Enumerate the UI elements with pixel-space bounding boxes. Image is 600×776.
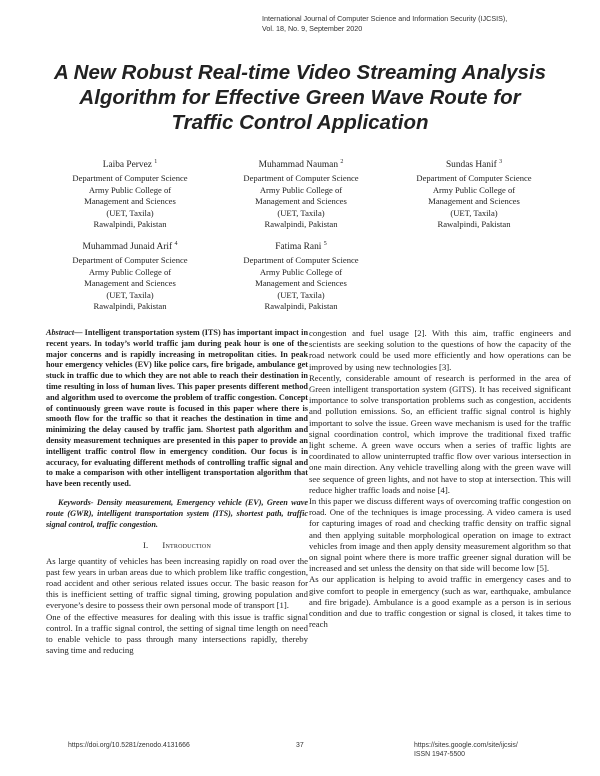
author-department: Department of Computer Science: [243, 173, 359, 184]
author-name: Sundas Hanif $^3$: [445, 159, 503, 171]
footer-page-number: 37: [296, 742, 304, 749]
paragraph: One of the effective measures for dealing with this issue is traffic signal control. In a traffic signal control, the setting of signal time length on need to enable vehicle to pass through many intersections rapidly, thereby saving time and reducing: [46, 611, 308, 656]
author-college: Management and Sciences: [84, 196, 176, 207]
author-university: (UET, Taxila): [277, 207, 325, 218]
paragraph: As our application is helping to avoid traffic in emergency cases and to give comfort to people in emergency (such as war, earthquake, ambulance and fire brigade). Ambulance is a good example as a person is in serious condition and due to traffic congestion or signal is closed, it takes time to reach: [309, 574, 571, 630]
author-block-5: [211, 238, 391, 313]
section-title: Introduction: [162, 540, 211, 551]
author-college: Management and Sciences: [84, 278, 176, 289]
author-university: (UET, Taxila): [106, 289, 154, 300]
author-college: Management and Sciences: [255, 196, 347, 207]
footer-site-url: https://sites.google.com/site/ijcsis/: [414, 742, 518, 749]
title-line-2: Algorithm for Effective Green Wave Route for: [79, 86, 521, 109]
footer-doi: https://doi.org/10.5281/zenodo.4131666: [68, 742, 190, 749]
title-line-3: Traffic Control Application: [171, 111, 429, 134]
abstract: [46, 328, 308, 490]
abstract-label: Abstract: [46, 328, 75, 337]
author-name: Fatima Rani $^5$: [275, 241, 327, 253]
author-block-4: [40, 238, 220, 313]
author-block-3: [384, 156, 564, 231]
author-college: Management and Sciences: [428, 196, 520, 207]
author-city: Rawalpindi, Pakistan: [93, 301, 167, 312]
author-college: Army Public College of: [432, 184, 516, 195]
footer-site: [414, 741, 518, 759]
keywords: Keywords- Density measurement, Emergency vehicle (EV), Green wave route (GWR), intelligent transportation system (ITS), shortest path, traffic signal control, traffic congestion.: [46, 497, 308, 529]
author-department: Department of Computer Science: [416, 173, 532, 184]
author-college: Management and Sciences: [255, 278, 347, 289]
journal-header: [262, 14, 507, 34]
author-department: Department of Computer Science: [243, 255, 359, 266]
author-name: Muhammad Junaid Arif $^4$: [82, 241, 178, 253]
author-university: (UET, Taxila): [277, 289, 325, 300]
paragraph: As large quantity of vehicles has been increasing rapidly on road over the past few years in urban areas due to which problem like traffic congestion, road accident and other serious related issues occur. The basic reason for this is inefficient setting of traffic signal timing, growing population and everyone’s desire to possess their own personal mode of transport [1].: [46, 555, 308, 611]
author-block-1: [40, 156, 220, 231]
author-university: (UET, Taxila): [450, 207, 498, 218]
author-college: Army Public College of: [259, 266, 343, 277]
journal-name: International Journal of Computer Science and Information Security (IJCSIS),: [262, 14, 508, 23]
left-column: [46, 328, 308, 656]
author-city: Rawalpindi, Pakistan: [264, 219, 338, 230]
author-college: Army Public College of: [88, 266, 172, 277]
journal-volume: Vol. 18, No. 9, September 2020: [262, 24, 363, 33]
paragraph: congestion and fuel usage [2]. With this aim, traffic engineers and scientists are seeking solution to the questions of how the capacity of the road network could be used more efficiently and how operations can be improved by using new technologies [3].: [309, 328, 571, 372]
paragraph: Recently, considerable amount of research is performed in the area of Green intelligent transportation system (GITS). It has received significant importance to solve transportation problems such as congestion, accidents and pollution emissions. So, an efficient traffic signal control is highly important to solve the issue. Green wave mechanism is used for the traffic signal coordination control, which improve the traditional fixed traffic light scheme. A green wave occurs when a series of traffic lights are coordinated to allow uninterrupted traffic flow over various intersection in one main direction. Any vehicle travelling along with the green wave will see sequence of green lights, and not have to stop at intersection. This will reduce higher traffic loads and noise [4].: [309, 372, 571, 495]
author-name: Muhammad Nauman $^2$: [258, 159, 344, 171]
right-column: [309, 328, 571, 630]
author-city: Rawalpindi, Pakistan: [437, 219, 511, 230]
author-university: (UET, Taxila): [106, 207, 154, 218]
paragraph: In this paper we discuss different ways of overcoming traffic congestion on road. One of the techniques is image processing. A video camera is used for capturing images of road and checking traffic density on traffic signal and then applying suitable morphological operation on image to extract vehicles from image and then apply density measurement algorithm so that on signal point where there is more traffic greener signal duration will be increased and set unless the density on that side will become low [5].: [309, 496, 571, 574]
author-name: Laiba Pervez $^1$: [102, 159, 158, 171]
section-number: I.: [142, 540, 149, 551]
title-line-1: A New Robust Real-time Video Streaming Analysis: [53, 61, 547, 84]
footer-issn: ISSN 1947-5500: [414, 751, 465, 758]
section-heading: [46, 540, 308, 551]
paper-title: [20, 60, 580, 135]
author-college: Army Public College of: [259, 184, 343, 195]
author-department: Department of Computer Science: [72, 255, 188, 266]
author-city: Rawalpindi, Pakistan: [93, 219, 167, 230]
author-college: Army Public College of: [88, 184, 172, 195]
author-department: Department of Computer Science: [72, 173, 188, 184]
abstract-text: — Intelligent transportation system (ITS) has important impact in recent years. In today’s world traffic jam during peak hour is one of the major concerns and is rapidly increasing in metropolitan cities. In peak hour emergency vehicles (EV) like police cars, fire brigade, ambulance get stuck in traffic due to which they are not able to reach their destination in time resulting in loss of human lives. This paper presents different method and algorithm used to overcome the problem of traffic congestion. Concept of continuously green wave route is focused in this paper where there is smooth flow for the traffic so that it reaches the destination in time and minimizing the delay caused by traffic jam. Shortest path algorithm and density measurement techniques are presented in this paper to provide an intelligent traffic control flow in emergency condition. Our focus is in accuracy, for evaluating different methods of controlling traffic signal and to make a comparison with other intelligent transportation algorithm that have been recently used.: [46, 328, 308, 489]
author-block-2: [211, 156, 391, 231]
author-city: Rawalpindi, Pakistan: [264, 301, 338, 312]
